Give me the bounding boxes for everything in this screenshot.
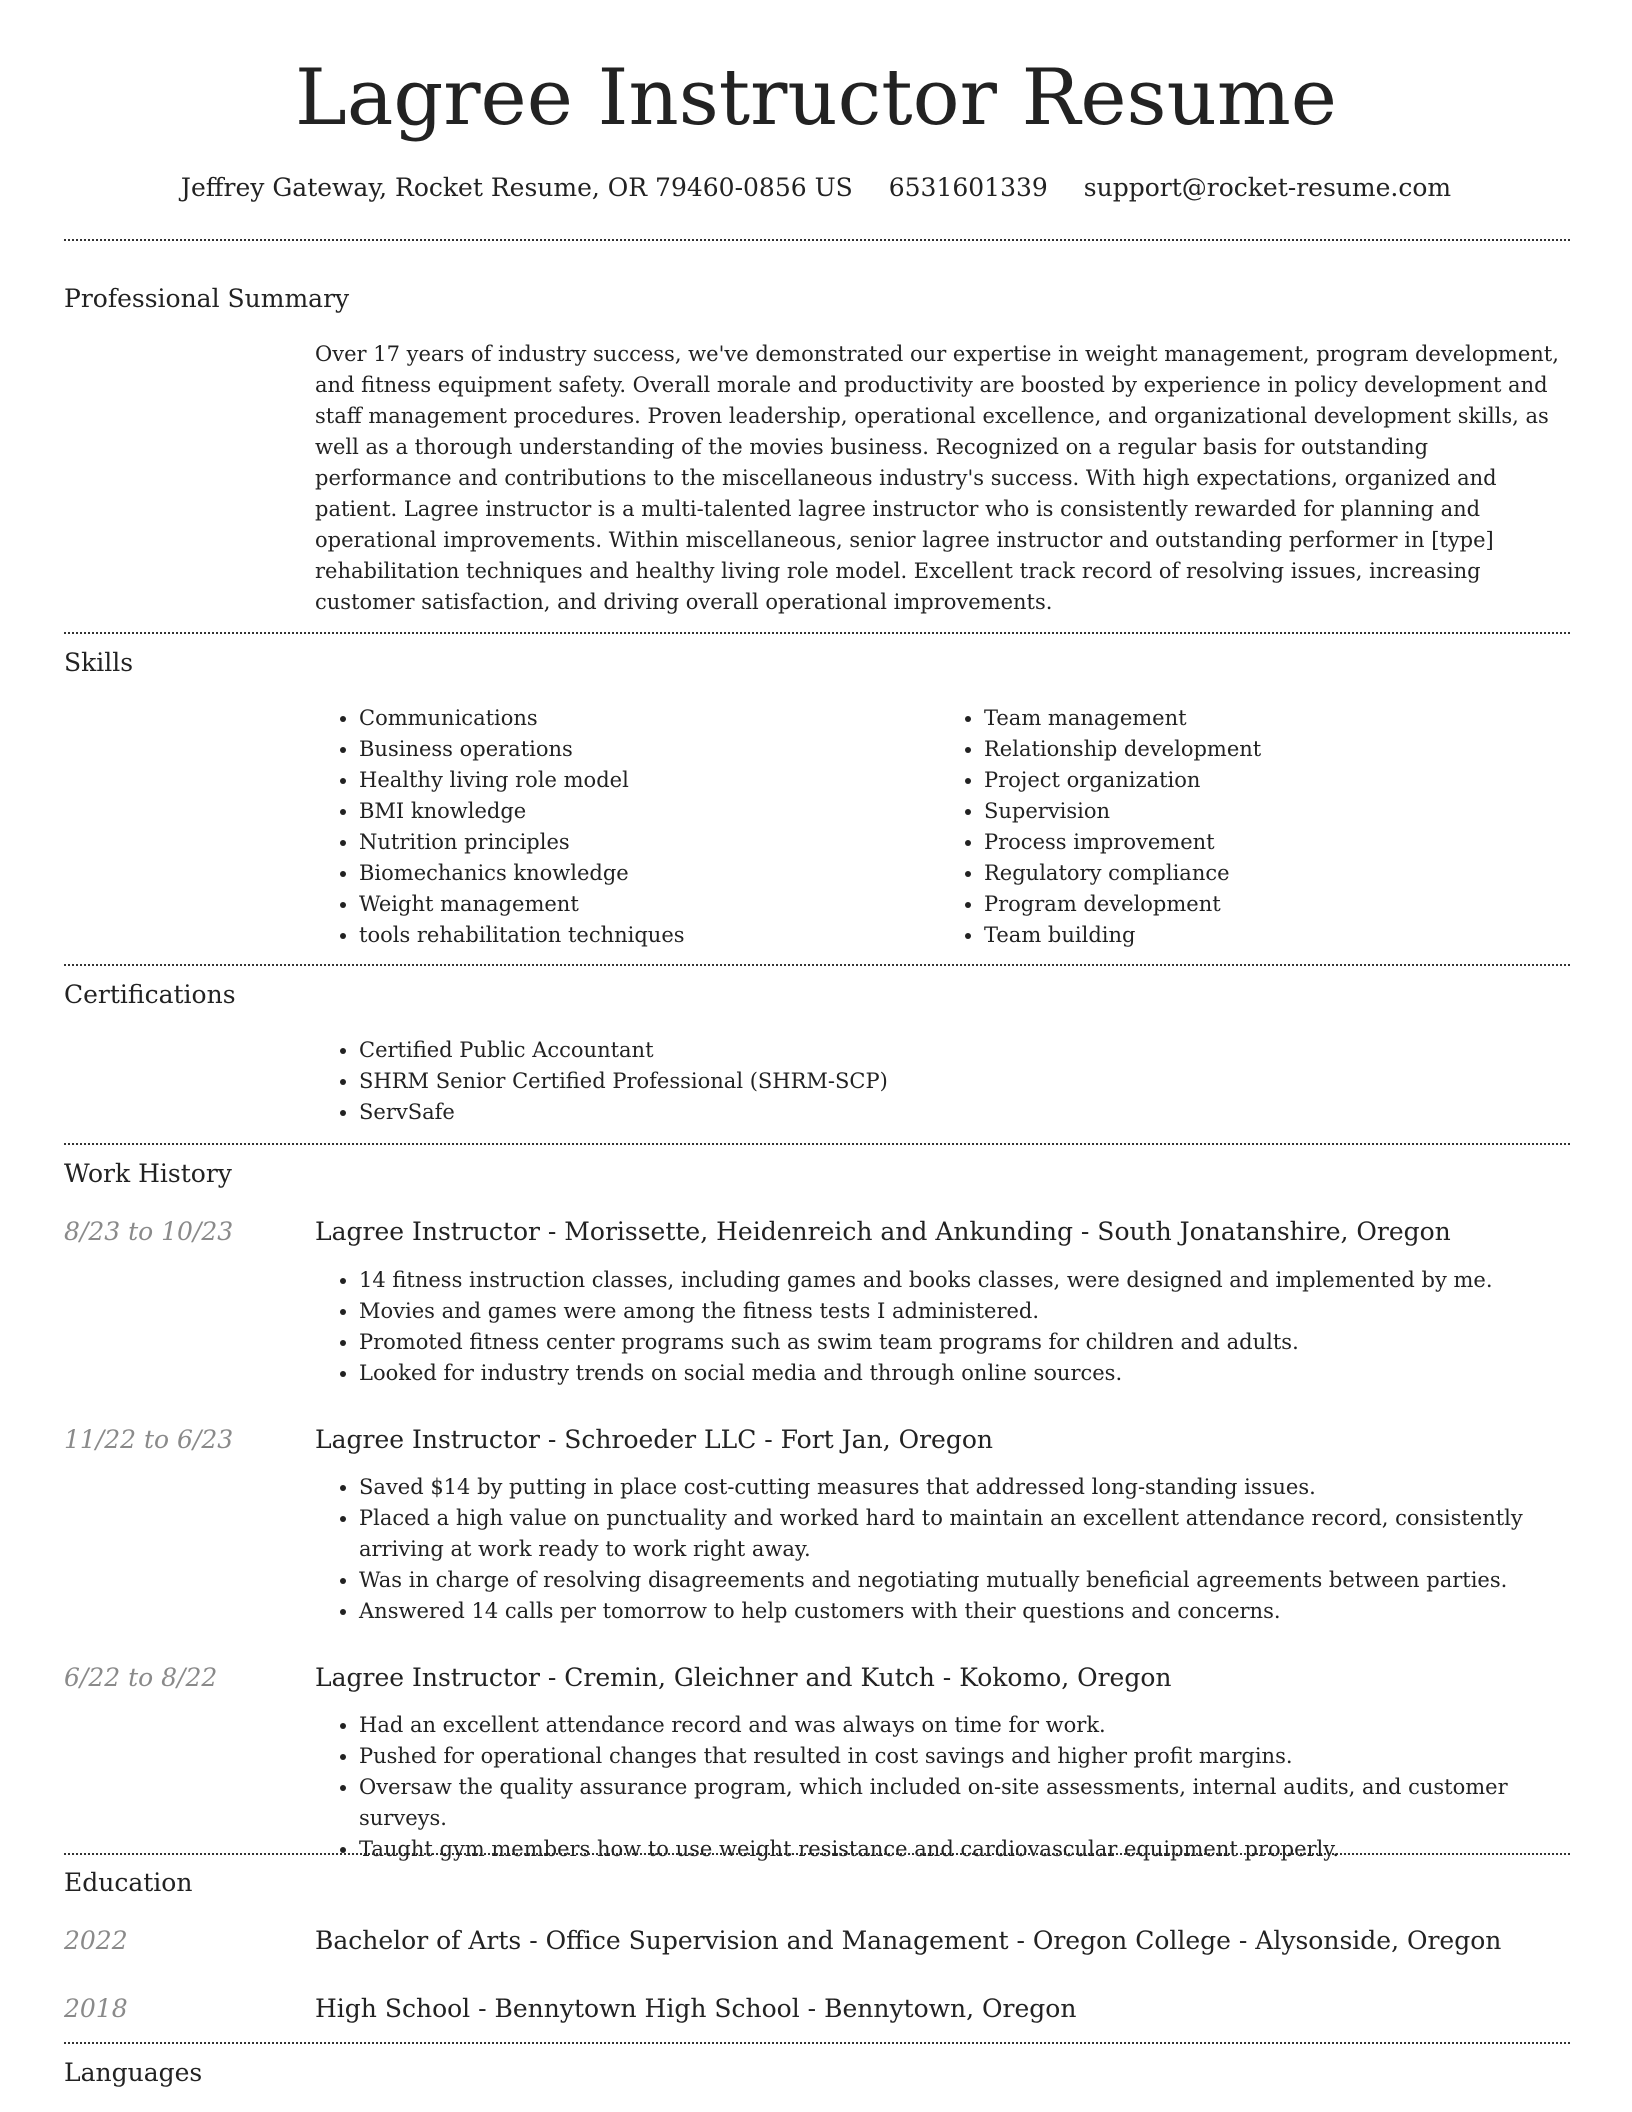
section-heading-certifications: Certifications [64, 980, 236, 1009]
job-bullet: • Had an excellent attendance record and was always on time for work. [359, 1710, 1565, 1741]
skills-list [315, 703, 1565, 951]
skill-item: • Business operations [359, 734, 940, 765]
contact-phone: 6531601339 [888, 173, 1048, 202]
job-date: 6/22 to 8/22 [64, 1663, 218, 1692]
skill-item: • Regulatory compliance [984, 858, 1565, 889]
education-year: 2018 [64, 1994, 128, 2023]
job-bullet: • Promoted fitness center programs such as swim team programs for children and adults. [359, 1327, 1565, 1358]
divider [64, 1853, 1570, 1855]
page-title: Lagree Instructor Resume [295, 53, 1337, 143]
job-bullet: • Saved $14 by putting in place cost-cutting measures that addressed long-standing issues. [359, 1472, 1565, 1503]
skill-item: • BMI knowledge [359, 796, 940, 827]
skill-item: • Relationship development [984, 734, 1565, 765]
job-bullets [315, 1710, 1565, 1865]
skill-item: • Project organization [984, 765, 1565, 796]
divider [64, 2042, 1570, 2044]
job-bullet: • Was in charge of resolving disagreements and negotiating mutually beneficial agreements between parties. [359, 1565, 1565, 1596]
certification-item: • ServSafe [359, 1097, 1565, 1128]
certification-item: • Certified Public Accountant [359, 1035, 1565, 1066]
skill-item: • tools rehabilitation techniques [359, 920, 940, 951]
skill-item: • Nutrition principles [359, 827, 940, 858]
job-title: Lagree Instructor - Morissette, Heidenreich and Ankunding - South Jonatanshire, Oregon [315, 1217, 1451, 1246]
job-title: Lagree Instructor - Cremin, Gleichner and Kutch - Kokomo, Oregon [315, 1663, 1172, 1692]
job-title: Lagree Instructor - Schroeder LLC - Fort Jan, Oregon [315, 1425, 993, 1454]
skills-column-right [940, 703, 1565, 951]
job-bullet: • Looked for industry trends on social media and through online sources. [359, 1358, 1565, 1389]
job-bullet: • Placed a high value on punctuality and worked hard to maintain an excellent attendance record, consistently arriving at work ready to work right away. [359, 1503, 1565, 1565]
contact-address: Jeffrey Gateway, Rocket Resume, OR 79460-0856 US [180, 173, 853, 202]
skill-item: • Communications [359, 703, 940, 734]
job-date: 11/22 to 6/23 [64, 1425, 234, 1454]
job-bullet: • Pushed for operational changes that resulted in cost savings and higher profit margins. [359, 1741, 1565, 1772]
divider [64, 964, 1570, 966]
section-heading-languages: Languages [64, 2058, 203, 2087]
section-heading-education: Education [64, 1868, 193, 1897]
skill-item: • Program development [984, 889, 1565, 920]
job-bullets [315, 1472, 1565, 1627]
job-bullet: • Movies and games were among the fitness tests I administered. [359, 1296, 1565, 1327]
contact-email: support@rocket-resume.com [1083, 173, 1452, 202]
skill-item: • Biomechanics knowledge [359, 858, 940, 889]
skill-item: • Team building [984, 920, 1565, 951]
skill-item: • Process improvement [984, 827, 1565, 858]
job-bullets [315, 1265, 1565, 1389]
skills-column-left [315, 703, 940, 951]
job-bullet: • Taught gym members how to use weight resistance and cardiovascular equipment properly. [359, 1834, 1565, 1865]
job-bullet: • Answered 14 calls per tomorrow to help customers with their questions and concerns. [359, 1596, 1565, 1627]
section-heading-summary: Professional Summary [64, 284, 350, 313]
skill-item: • Team management [984, 703, 1565, 734]
skill-item: • Supervision [984, 796, 1565, 827]
divider [64, 1143, 1570, 1145]
section-heading-skills: Skills [64, 648, 134, 677]
certifications-list [315, 1035, 1565, 1128]
job-bullet: • Oversaw the quality assurance program, which included on-site assessments, internal audits, and customer surveys. [359, 1772, 1565, 1834]
contact-line [0, 170, 1632, 206]
summary-text: Over 17 years of industry success, we've demonstrated our expertise in weight management, program development, and fitness equipment safety. Overall morale and productivity are boosted by experience in policy development and staff management procedures. Proven leadership, operational excellence, and organizational development skills, as well as a thorough understanding of the movies business. Recognized on a regular basis for outstanding performance and contributions to the miscellaneous industry's success. With high expectations, organized and patient. Lagree instructor is a multi-talented lagree instructor who is consistently rewarded for planning and operational improvements. Within miscellaneous, senior lagree instructor and outstanding performer in [type] rehabilitation techniques and healthy living role model. Excellent track record of resolving issues, increasing customer satisfaction, and driving overall operational improvements. [315, 342, 1559, 614]
job-bullet: • 14 fitness instruction classes, including games and books classes, were designed and implemented by me. [359, 1265, 1565, 1296]
education-title: High School - Bennytown High School - Bennytown, Oregon [315, 1994, 1077, 2023]
education-year: 2022 [64, 1926, 128, 1955]
divider [64, 632, 1570, 634]
divider [64, 239, 1570, 241]
section-heading-work-history: Work History [64, 1159, 232, 1188]
skill-item: • Weight management [359, 889, 940, 920]
certification-item: • SHRM Senior Certified Professional (SHRM-SCP) [359, 1066, 1565, 1097]
education-title: Bachelor of Arts - Office Supervision and Management - Oregon College - Alysonside, Oregon [315, 1926, 1502, 1955]
skill-item: • Healthy living role model [359, 765, 940, 796]
job-date: 8/23 to 10/23 [64, 1217, 234, 1246]
